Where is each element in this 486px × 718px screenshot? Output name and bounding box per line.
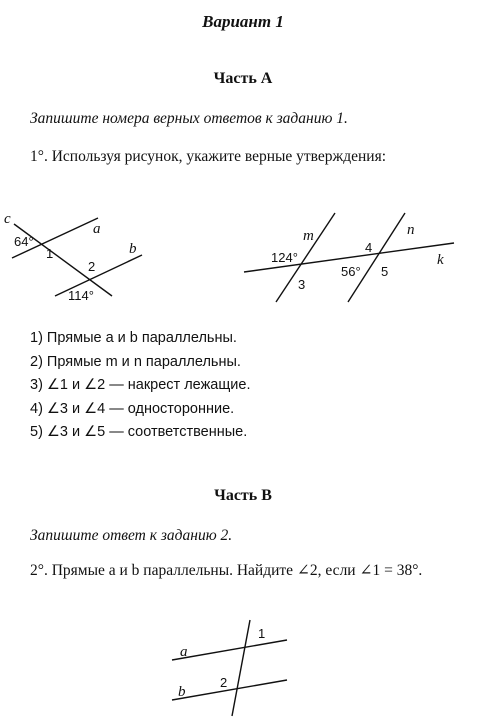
label-line-n: n [407, 222, 415, 238]
statement-1: 1) Прямые a и b параллельны. [30, 330, 237, 346]
statements-list [30, 327, 250, 445]
label-line-c: c [4, 211, 11, 227]
label-line-k: k [437, 252, 444, 268]
label-line-a: a [93, 221, 101, 237]
line-a-parallel [172, 640, 287, 660]
label-task2-angle-2: 2 [220, 675, 228, 690]
line-n [348, 213, 405, 302]
label-angle-124: 124° [271, 250, 298, 265]
part-b-instruction: Запишите ответ к заданию 2. [30, 527, 233, 544]
label-angle-114: 114° [68, 288, 94, 303]
task-1-number: 1°. [30, 148, 48, 165]
part-b-title: Часть В [214, 487, 272, 504]
label-task2-angle-1: 1 [258, 626, 266, 641]
label-line-m: m [303, 228, 314, 244]
label-line-b: b [129, 241, 137, 257]
task-2-number: 2°. [30, 562, 48, 579]
label-task2-line-a: a [180, 644, 188, 660]
label-angle-5: 5 [381, 264, 389, 279]
label-angle-4: 4 [365, 240, 373, 255]
task-2 [10, 560, 458, 581]
figure-task-2 [172, 620, 287, 716]
task-2-text: Прямые a и b параллельны. Найдите ∠2, если ∠1 = 38°. [51, 562, 423, 579]
label-angle-56: 56° [341, 264, 361, 279]
statement-3: 3) ∠1 и ∠2 — накрест лежащие. [30, 377, 251, 393]
label-angle-2: 2 [88, 259, 96, 274]
task-1-text: Используя рисунок, укажите верные утверждения: [51, 148, 387, 165]
part-a-title: Часть А [213, 70, 273, 87]
label-angle-1: 1 [46, 246, 54, 261]
label-angle-64: 64° [14, 234, 34, 249]
transversal [232, 620, 250, 716]
part-a-instruction: Запишите номера верных ответов к заданию 1. [30, 110, 348, 127]
figure-left [12, 218, 142, 296]
label-task2-line-b: b [178, 684, 186, 700]
label-angle-3: 3 [298, 277, 306, 292]
statement-2: 2) Прямые m и n параллельны. [30, 353, 241, 370]
statement-5: 5) ∠3 и ∠5 — соответственные. [30, 424, 248, 440]
statement-4: 4) ∠3 и ∠4 — односторонние. [30, 400, 235, 417]
variant-title: Вариант 1 [202, 12, 284, 31]
line-b-parallel [172, 680, 287, 700]
